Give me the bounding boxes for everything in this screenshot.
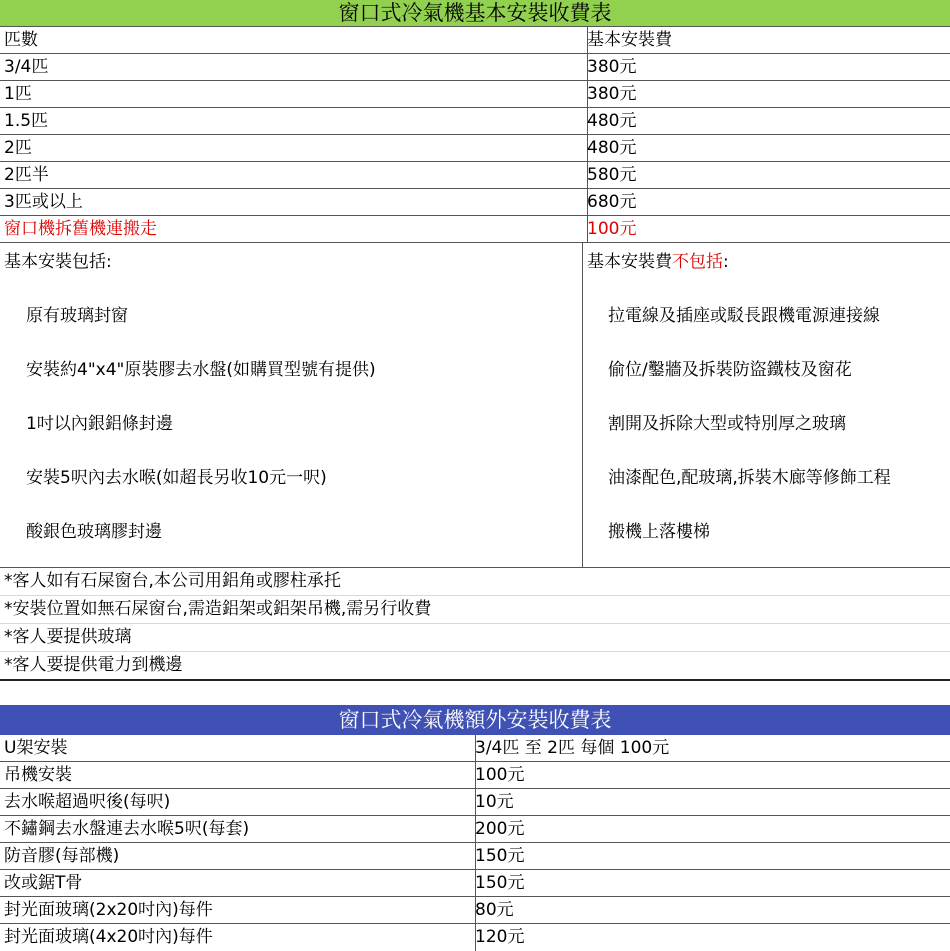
note-item: *客人要提供玻璃 xyxy=(0,624,950,652)
table-row xyxy=(0,762,950,789)
extra-item-cell: 封光面玻璃(4x20吋內)每件 xyxy=(0,924,476,951)
removal-label: 窗口機拆舊機連搬走 xyxy=(0,216,588,243)
notes-list xyxy=(0,568,950,681)
includes-item: 安裝約4"x4"原裝膠去水盤(如購買型號有提供) xyxy=(26,360,376,380)
includes-item: 原有玻璃封窗 xyxy=(26,306,128,326)
excludes-heading-red: 不包括 xyxy=(672,252,723,272)
extra-price-cell: 80元 xyxy=(475,900,514,920)
excludes-heading-prefix: 基本安裝費 xyxy=(587,252,672,272)
removal-row xyxy=(0,216,950,243)
includes-block xyxy=(0,243,583,568)
includes-item: 1吋以內銀鋁條封邊 xyxy=(26,414,173,434)
hp-cell: 1.5匹 xyxy=(0,108,588,135)
table-row xyxy=(0,54,950,81)
excludes-block xyxy=(583,243,950,568)
price-cell: 680元 xyxy=(587,192,637,212)
table-row xyxy=(0,135,950,162)
removal-price: 100元 xyxy=(587,219,637,239)
hp-cell: 3匹或以上 xyxy=(0,189,588,216)
includes-heading: 基本安裝包括: xyxy=(4,252,112,272)
extra-item-cell: 改或鋸T骨 xyxy=(0,870,476,897)
hp-cell: 2匹半 xyxy=(0,162,588,189)
extra-item-cell: U架安裝 xyxy=(0,735,476,762)
extra-price-cell: 150元 xyxy=(475,846,525,866)
note-item: *安裝位置如無石屎窗台,需造鋁架或鋁架吊機,需另行收費 xyxy=(0,596,950,624)
header-hp: 匹數 xyxy=(0,27,588,54)
price-cell: 480元 xyxy=(587,138,637,158)
extra-price-cell: 3/4匹 至 2匹 每個 100元 xyxy=(475,738,670,758)
hp-cell: 1匹 xyxy=(0,81,588,108)
table-row xyxy=(0,897,950,924)
table-row xyxy=(0,189,950,216)
extra-item-cell: 防音膠(每部機) xyxy=(0,843,476,870)
includes-item: 安裝5呎內去水喉(如超長另收10元一呎) xyxy=(26,468,327,488)
excludes-item: 偷位/鑿牆及拆裝防盜鐵枝及窗花 xyxy=(608,360,852,380)
extra-item-cell: 封光面玻璃(2x20吋內)每件 xyxy=(0,897,476,924)
extra-price-cell: 120元 xyxy=(475,927,525,947)
price-cell: 480元 xyxy=(587,111,637,131)
note-item: *客人如有石屎窗台,本公司用鋁角或膠柱承托 xyxy=(0,568,950,596)
excludes-heading-suffix: : xyxy=(723,252,729,272)
extra-item-cell: 吊機安裝 xyxy=(0,762,476,789)
price-cell: 380元 xyxy=(587,57,637,77)
extra-table-title: 窗口式冷氣機額外安裝收費表 xyxy=(0,705,950,735)
extra-price-cell: 10元 xyxy=(475,792,514,812)
table-row xyxy=(0,816,950,843)
table-row xyxy=(0,843,950,870)
basic-table-title: 窗口式冷氣機基本安裝收費表 xyxy=(0,0,950,27)
includes-item: 酸銀色玻璃膠封邊 xyxy=(26,522,162,542)
extra-price-cell: 100元 xyxy=(475,765,525,785)
table-row xyxy=(0,108,950,135)
table-row xyxy=(0,81,950,108)
basic-table-header xyxy=(0,27,950,54)
excludes-item: 油漆配色,配玻璃,拆裝木廊等修飾工程 xyxy=(608,468,891,488)
price-cell: 580元 xyxy=(587,165,637,185)
table-row xyxy=(0,789,950,816)
table-row xyxy=(0,870,950,897)
excludes-item: 搬機上落樓梯 xyxy=(608,522,710,542)
price-cell: 380元 xyxy=(587,84,637,104)
extra-price-cell: 150元 xyxy=(475,873,525,893)
table-row xyxy=(0,162,950,189)
header-price: 基本安裝費 xyxy=(587,30,672,50)
excludes-item: 拉電線及插座或駁長跟機電源連接線 xyxy=(608,306,880,326)
table-row xyxy=(0,735,950,762)
extra-price-cell: 200元 xyxy=(475,819,525,839)
excludes-item: 割開及拆除大型或特別厚之玻璃 xyxy=(608,414,846,434)
extra-item-cell: 不鏽鋼去水盤連去水喉5呎(每套) xyxy=(0,816,476,843)
hp-cell: 2匹 xyxy=(0,135,588,162)
hp-cell: 3/4匹 xyxy=(0,54,588,81)
extra-item-cell: 去水喉超過呎後(每呎) xyxy=(0,789,476,816)
excludes-heading xyxy=(587,247,729,272)
table-row xyxy=(0,924,950,951)
note-item: *客人要提供電力到機邊 xyxy=(0,652,950,681)
